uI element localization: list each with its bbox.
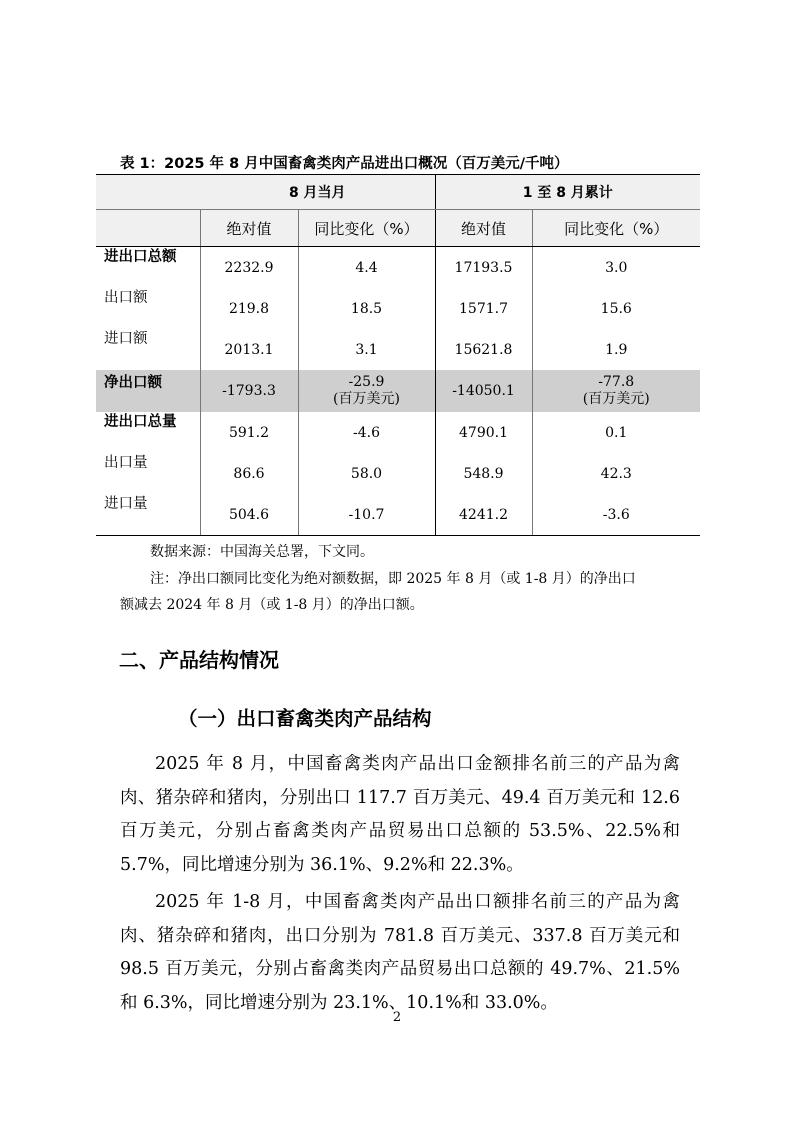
table-group-header-row: [96, 175, 700, 210]
table-row: [96, 494, 700, 536]
row-label: 进出口总额: [104, 249, 177, 265]
table-cell: 0.1: [532, 412, 700, 453]
table-cell: -3.6: [532, 494, 700, 536]
paragraph-monthly: 2025 年 8 月，中国畜禽类肉产品出口金额排名前三的产品为禽肉、猪杂碎和猪肉，分别出口 117.7 百万美元、49.4 百万美元和 12.6 百万美元，分别占畜禽类肉产品贸易出口总额的 53.5%、22.5%和 5.7%，同比增速分别为 36.1%、9.2%和 22.3%。: [120, 754, 680, 875]
table-cell: 15.6: [532, 288, 700, 329]
table-row: [96, 412, 700, 453]
page-number: 2: [392, 1010, 402, 1025]
table-sub-header-row: [96, 210, 700, 247]
trade-summary-table: [96, 174, 700, 536]
table-cell: 3.0: [532, 247, 700, 289]
section-heading: 二、产品结构情况: [119, 648, 279, 672]
table-cell: 591.2: [200, 412, 298, 453]
table-cell: 58.0: [298, 453, 435, 494]
sub-header: 同比变化（%）: [298, 210, 435, 247]
row-label: 净出口额: [104, 374, 162, 391]
table-row: [96, 247, 700, 289]
table-cell: 548.9: [435, 453, 532, 494]
table-caption: 表 1：2025 年 8 月中国畜禽类肉产品进出口概况（百万美元/千吨）: [120, 156, 569, 172]
row-label: 进口额: [104, 331, 148, 347]
sub-header: 同比变化（%）: [532, 210, 700, 247]
net-change-unit: (百万美元): [582, 391, 650, 407]
table-row-net-export: [96, 370, 700, 412]
footnote-line-1: 注：净出口额同比变化为绝对额数据，即 2025 年 8 月（或 1-8 月）的净出口: [150, 571, 636, 587]
source-note: 数据来源：中国海关总署，下文同。: [150, 544, 374, 560]
table-cell: 219.8: [200, 288, 298, 329]
table-row: [96, 329, 700, 370]
table-cell: -4.6: [298, 412, 435, 453]
table-cell: 18.5: [298, 288, 435, 329]
table-row: [96, 453, 700, 494]
section-subheading: （一）出口畜禽类肉产品结构: [178, 707, 432, 730]
table-row: [96, 288, 700, 329]
net-change-unit: (百万美元): [333, 391, 400, 407]
table-cell: 86.6: [200, 453, 298, 494]
table-cell: 2232.9: [200, 247, 298, 289]
table-cell: 4790.1: [435, 412, 532, 453]
table-cell: -14050.1: [435, 370, 532, 412]
row-label: 出口量: [104, 455, 148, 471]
table-cell: 2013.1: [200, 329, 298, 370]
table-cell: [298, 370, 435, 412]
row-label: 出口额: [104, 290, 148, 306]
sub-header: 绝对值: [200, 210, 298, 247]
table-cell: -1793.3: [200, 370, 298, 412]
net-change-value: -25.9: [348, 374, 385, 390]
table-cell: 3.1: [298, 329, 435, 370]
table-cell: 17193.5: [435, 247, 532, 289]
table-cell: [532, 370, 700, 412]
row-label: 进出口总量: [104, 414, 177, 430]
table-cell: 1571.7: [435, 288, 532, 329]
table-cell: 42.3: [532, 453, 700, 494]
table-cell: -10.7: [298, 494, 435, 536]
table-cell: 504.6: [200, 494, 298, 536]
table-cell: 15621.8: [435, 329, 532, 370]
paragraph-cumulative: 2025 年 1-8 月，中国畜禽类肉产品出口额排名前三的产品为禽肉、猪杂碎和猪肉，出口分别为 781.8 百万美元、337.8 百万美元和 98.5 百万美元，分别占畜禽类肉产品贸易出口总额的 49.7%、21.5%和 6.3%，同比增速分别为 23.1%、10.1%和 33.0%。: [120, 892, 680, 1013]
footnote-line-2: 额减去 2024 年 8 月（或 1-8 月）的净出口额。: [120, 597, 424, 613]
row-label: 进口量: [104, 496, 148, 512]
net-change-value: -77.8: [598, 374, 635, 390]
table-cell: 4.4: [298, 247, 435, 289]
table-cell: 4241.2: [435, 494, 532, 536]
group-header-cumulative: 1 至 8 月累计: [435, 175, 700, 210]
group-header-month: 8 月当月: [200, 175, 435, 210]
sub-header: 绝对值: [435, 210, 532, 247]
table-cell: 1.9: [532, 329, 700, 370]
